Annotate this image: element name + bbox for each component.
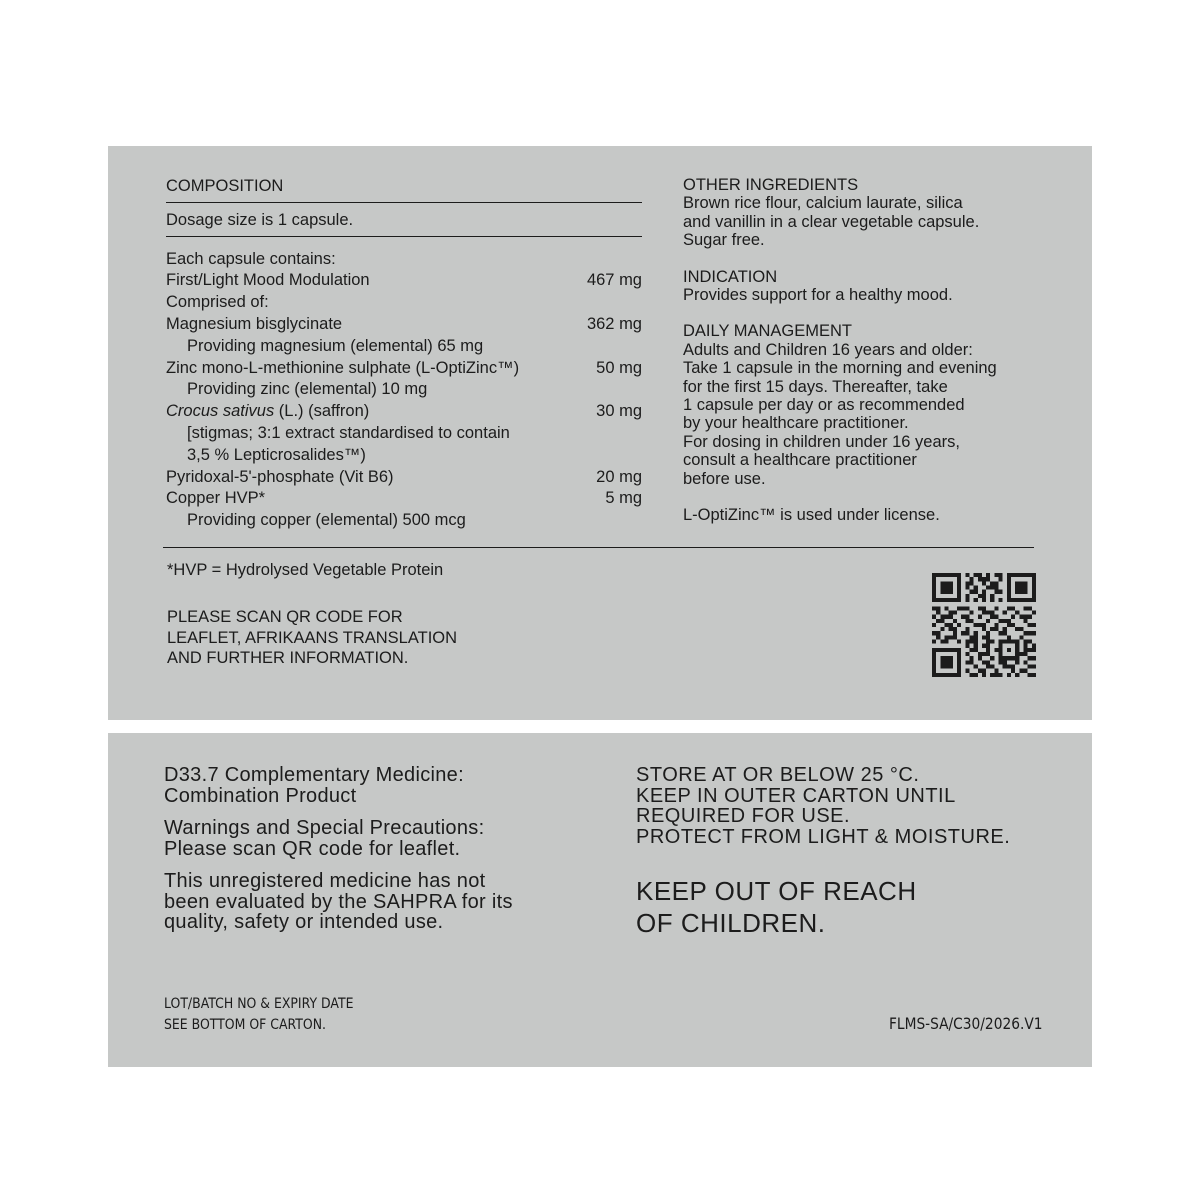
indication-title: INDICATION — [683, 267, 778, 286]
dosage-size: Dosage size is 1 capsule. — [166, 203, 642, 237]
license-note: L-OptiZinc™ is used under license. — [683, 506, 940, 525]
ingredient-label-rest: (L.) (saffron) — [274, 402, 370, 421]
ingredient-row — [166, 488, 642, 510]
right-column — [683, 176, 1053, 525]
regulatory-panel — [108, 733, 1092, 1067]
ingredient-amount: 50 mg — [596, 358, 642, 377]
ingredient-row — [166, 358, 642, 380]
ingredient-amount: 20 mg — [596, 467, 642, 486]
composition-intro: Each capsule contains: — [166, 249, 336, 268]
daily-management-text: Adults and Children 16 years and older: Take 1 capsule in the morning and evening for the first 15 days. Thereafter, take 1 capsule per day or as recommended by your healthcare practitioner. For dosing in children under 16 years, consult a healthcare practitioner before use. — [683, 340, 997, 488]
ingredient-label: Copper HVP* — [166, 489, 266, 508]
ingredient-label: First/Light Mood Modulation — [166, 271, 370, 290]
ingredient-row — [166, 270, 642, 292]
unregistered-disclaimer: This unregistered medicine has not been evaluated by the SAHPRA for its quality, safety or intended use. — [164, 870, 513, 933]
ingredient-label: Providing magnesium (elemental) 65 mg — [187, 336, 484, 355]
ingredient-amount: 30 mg — [596, 402, 642, 421]
product-code: FLMS-SA/C30/2026.V1 — [888, 1014, 1042, 1033]
ingredient-row — [166, 292, 642, 314]
ingredient-row — [166, 445, 642, 467]
hvp-footnote: *HVP = Hydrolysed Vegetable Protein — [167, 561, 444, 579]
ingredient-amount: 467 mg — [586, 271, 642, 290]
ingredient-label: 3,5 % Lepticrosalides™) — [187, 445, 366, 464]
ingredient-label: Comprised of: — [166, 293, 269, 312]
composition-section — [166, 176, 642, 532]
indication-section — [683, 268, 1053, 305]
qr-code-icon[interactable] — [932, 573, 1036, 677]
medicine-category: D33.7 Complementary Medicine: Combination Product — [164, 764, 464, 807]
other-ingredients-section — [683, 176, 1053, 250]
ingredient-amount: 5 mg — [605, 489, 642, 508]
other-ingredients-text: Brown rice flour, calcium laurate, silica and vanillin in a clear vegetable capsule. Sugar free. — [683, 194, 980, 250]
scan-instruction: PLEASE SCAN QR CODE FOR LEAFLET, AFRIKAANS TRANSLATION AND FURTHER INFORMATION. — [167, 608, 458, 667]
regulatory-left — [164, 765, 604, 945]
ingredient-row — [166, 314, 642, 336]
ingredient-row — [166, 336, 642, 358]
indication-text: Provides support for a healthy mood. — [683, 286, 953, 305]
ingredient-label — [166, 401, 369, 423]
ingredient-label: Providing zinc (elemental) 10 mg — [187, 380, 428, 399]
ingredient-label: Magnesium bisglycinate — [166, 314, 343, 333]
ingredient-row — [166, 467, 642, 489]
information-panel — [108, 146, 1092, 720]
ingredient-row — [166, 510, 642, 532]
ingredient-row — [166, 423, 642, 445]
ingredient-label-italic: Crocus sativus — [166, 402, 275, 421]
ingredient-label: Providing copper (elemental) 500 mcg — [187, 511, 466, 530]
ingredient-label: Zinc mono-L-methionine sulphate (L-OptiZinc™) — [166, 358, 520, 377]
keep-out-of-reach: KEEP OUT OF REACH OF CHILDREN. — [636, 876, 917, 938]
divider — [163, 547, 1034, 548]
other-ingredients-title: OTHER INGREDIENTS — [683, 176, 859, 194]
warnings-note: Warnings and Special Precautions: Please scan QR code for leaflet. — [164, 817, 485, 860]
ingredient-row — [166, 401, 642, 423]
composition-title: COMPOSITION — [166, 176, 642, 203]
ingredient-label: Pyridoxal-5'-phosphate (Vit B6) — [166, 467, 394, 486]
lot-batch-note: LOT/BATCH NO & EXPIRY DATE SEE BOTTOM OF CARTON. — [164, 996, 354, 1033]
ingredient-amount: 362 mg — [586, 314, 642, 333]
ingredient-label: [stigmas; 3:1 extract standardised to contain — [187, 423, 510, 442]
storage-instructions: STORE AT OR BELOW 25 °C. KEEP IN OUTER CARTON UNTIL REQUIRED FOR USE. PROTECT FROM LIGHT & MOISTURE. — [636, 764, 1011, 848]
ingredient-row — [166, 379, 642, 401]
daily-management-title: DAILY MANAGEMENT — [683, 322, 853, 341]
daily-management-section — [683, 322, 1053, 488]
